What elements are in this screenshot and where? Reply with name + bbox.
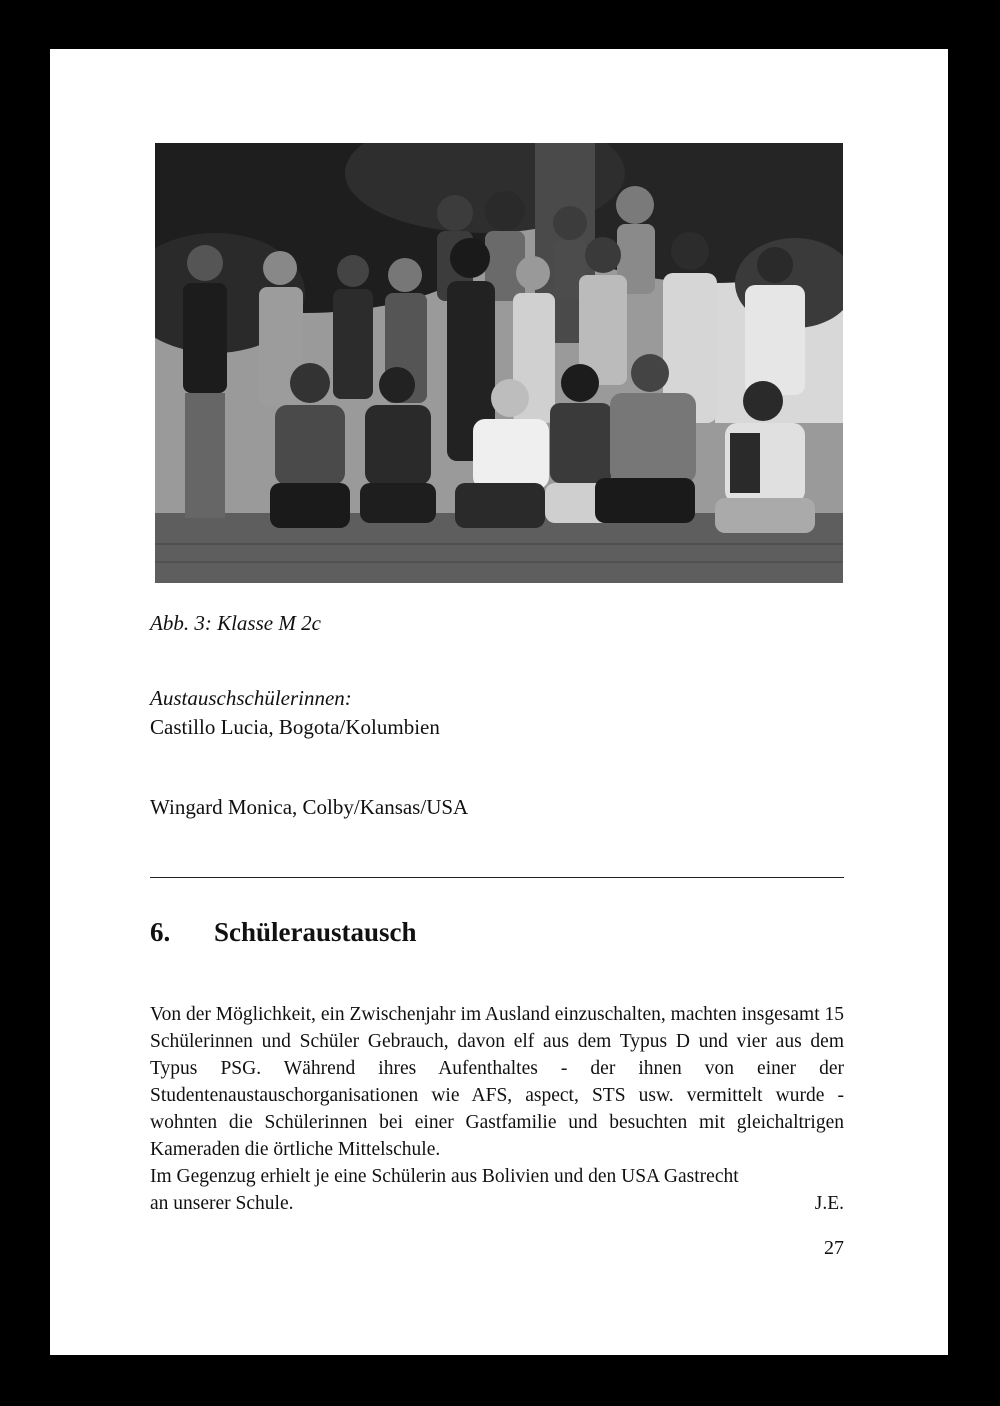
class-group-photo xyxy=(155,143,843,583)
section-heading xyxy=(150,917,417,948)
section-number: 6. xyxy=(150,917,171,947)
document-page xyxy=(50,49,948,1355)
exchange-students-label: Austauschschülerinnen: xyxy=(150,686,352,710)
figure-caption: Abb. 3: Klasse M 2c xyxy=(150,611,321,635)
paragraph-last-line xyxy=(150,1190,844,1217)
exchange-student-entry: Wingard Monica, Colby/Kansas/USA xyxy=(150,795,469,819)
section-title: Schüleraustausch xyxy=(214,917,417,947)
author-signature: J.E. xyxy=(814,1193,844,1214)
paragraph-end: an unserer Schule. xyxy=(150,1193,294,1214)
exchange-student-entry: Castillo Lucia, Bogota/Kolumbien xyxy=(150,715,440,739)
section-divider xyxy=(150,877,844,878)
body-text xyxy=(150,1001,844,1217)
paragraph: Von der Möglichkeit, ein Zwischenjahr im Ausland einzuschalten, machten insgesamt 15 Schülerinnen und Schüler Gebrauch, davon elf aus dem Typus D und vier aus dem Typus PSG. Während ihres Aufenthaltes - der ihnen von einer der Studentenaustauschorganisationen wie AFS, aspect, STS usw. vermittelt wurde - wohnten die Schülerinnen bei einer Gastfamilie und besuchten mit gleichaltrigen Kameraden die örtliche Mittelschule. xyxy=(150,1004,844,1160)
class-photo-illustration xyxy=(155,143,843,583)
page-number: 27 xyxy=(824,1237,844,1259)
paragraph: Im Gegenzug erhielt je eine Schülerin aus Bolivien und den USA Gastrecht xyxy=(150,1166,739,1187)
